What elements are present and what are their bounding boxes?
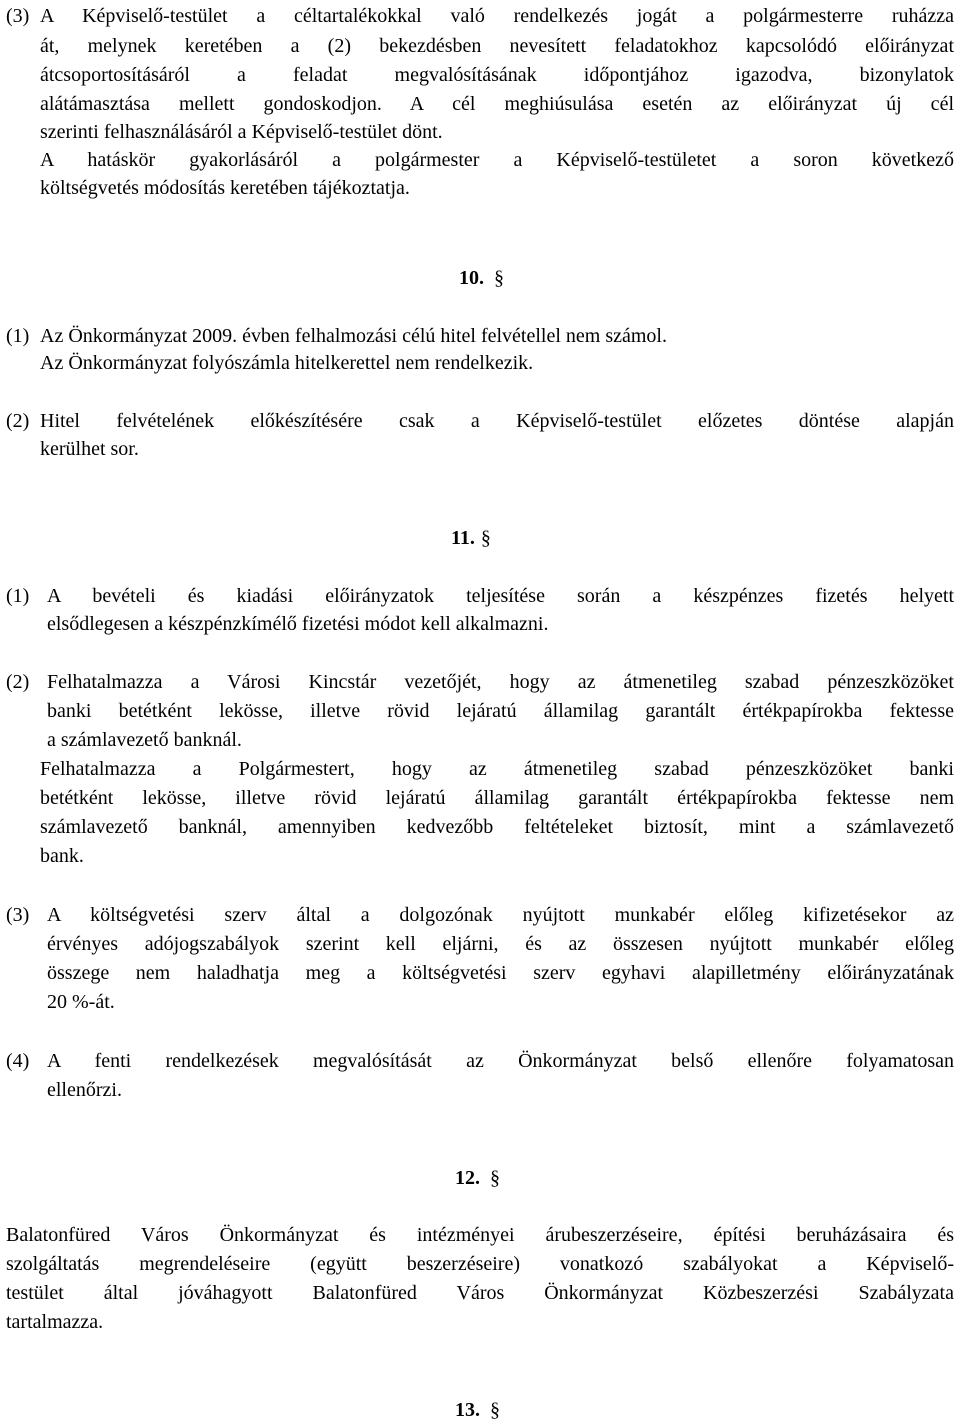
paragraph-line: átcsoportosításáról a feladat megvalósításának időpontjához igazodva, bizonylatok xyxy=(40,64,954,86)
paragraph-line: Felhatalmazza a Polgármestert, hogy az átmenetileg szabad pénzeszközöket banki xyxy=(40,758,954,780)
section-symbol: § xyxy=(490,1167,500,1189)
paragraph-line: Az Önkormányzat 2009. évben felhalmozási célú hitel felvétellel nem számol. xyxy=(40,325,667,347)
section-heading-11 xyxy=(451,526,491,550)
paragraph-line: át, melynek keretében a (2) bekezdésben nevesített feladatokhoz kapcsolódó előirányzat xyxy=(40,35,954,57)
paragraph-number: (3) xyxy=(6,5,30,27)
paragraph-line: elsődlegesen a készpénzkímélő fizetési módot kell alkalmazni. xyxy=(47,613,549,635)
section-heading-12 xyxy=(455,1166,500,1190)
paragraph-number: (1) xyxy=(6,585,30,607)
paragraph-line: összege nem haladhatja meg a költségvetési szerv egyhavi alapilletmény előirányzatának xyxy=(47,962,954,984)
paragraph-line: kerülhet sor. xyxy=(40,438,139,460)
paragraph-line: A költségvetési szerv által a dolgozónak nyújtott munkabér előleg kifizetésekor az xyxy=(47,904,954,926)
paragraph-line: testület által jóváhagyott Balatonfüred Város Önkormányzat Közbeszerzési Szabályzata xyxy=(6,1282,954,1304)
paragraph-line: Balatonfüred Város Önkormányzat és intézményei árubeszerzéseire, építési beruházásaira és xyxy=(6,1224,954,1246)
paragraph-line: érvényes adójogszabályok szerint kell eljárni, és az összesen nyújtott munkabér előleg xyxy=(47,933,954,955)
section-heading-10 xyxy=(459,266,504,290)
paragraph-line: 20 %-át. xyxy=(47,991,115,1013)
paragraph-line: A bevételi és kiadási előirányzatok teljesítése során a készpénzes fizetés helyett xyxy=(47,585,954,607)
paragraph-line: a számlavezető banknál. xyxy=(47,729,242,751)
paragraph-line: tartalmazza. xyxy=(6,1311,104,1333)
paragraph-line: költségvetés módosítás keretében tájékoztatja. xyxy=(40,177,410,199)
paragraph-number: (2) xyxy=(6,410,30,432)
paragraph-line: banki betétként lekösse, illetve rövid lejáratú államilag garantált értékpapírokba fektesse xyxy=(47,700,954,722)
section-symbol: § xyxy=(480,527,491,549)
paragraph-line: alátámasztása mellett gondoskodjon. A cél meghiúsulása esetén az előirányzat új cél xyxy=(40,93,954,115)
section-number: 10. xyxy=(459,267,484,289)
paragraph-line: bank. xyxy=(40,845,84,867)
paragraph-number: (4) xyxy=(6,1050,30,1072)
paragraph-line: szerinti felhasználásáról a Képviselő-testület dönt. xyxy=(40,121,443,143)
paragraph-number: (2) xyxy=(6,671,30,693)
paragraph-line: Felhatalmazza a Városi Kincstár vezetőjét, hogy az átmenetileg szabad pénzeszközöket xyxy=(47,671,954,693)
section-symbol: § xyxy=(494,267,504,289)
section-heading-13 xyxy=(455,1398,500,1422)
section-number: 12. xyxy=(455,1167,480,1189)
paragraph-line: számlavezető banknál, amennyiben kedvezőbb feltételeket biztosít, mint a számlavezető xyxy=(40,816,954,838)
paragraph-line: A fenti rendelkezések megvalósítását az Önkormányzat belső ellenőre folyamatosan xyxy=(47,1050,954,1072)
paragraph-number: (3) xyxy=(6,904,30,926)
paragraph-line: betétként lekösse, illetve rövid lejáratú államilag garantált értékpapírokba fektesse nem xyxy=(40,787,954,809)
paragraph-line: A Képviselő-testület a céltartalékokkal való rendelkezés jogát a polgármesterre ruházza xyxy=(40,5,954,27)
section-number: 13. xyxy=(455,1399,480,1421)
paragraph-number: (1) xyxy=(6,325,30,347)
section-number: 11. xyxy=(451,527,475,549)
paragraph-line: Hitel felvételének előkészítésére csak a Képviselő-testület előzetes döntése alapján xyxy=(40,410,954,432)
paragraph-line: ellenőrzi. xyxy=(47,1079,122,1101)
paragraph-line: Az Önkormányzat folyószámla hitelkerettel nem rendelkezik. xyxy=(40,352,534,374)
paragraph-line: szolgáltatás megrendeléseire (együtt beszerzéseire) vonatkozó szabályokat a Képviselő- xyxy=(6,1253,954,1275)
section-symbol: § xyxy=(490,1399,500,1421)
paragraph-line: A hatáskör gyakorlásáról a polgármester a Képviselő-testületet a soron következő xyxy=(40,149,954,171)
